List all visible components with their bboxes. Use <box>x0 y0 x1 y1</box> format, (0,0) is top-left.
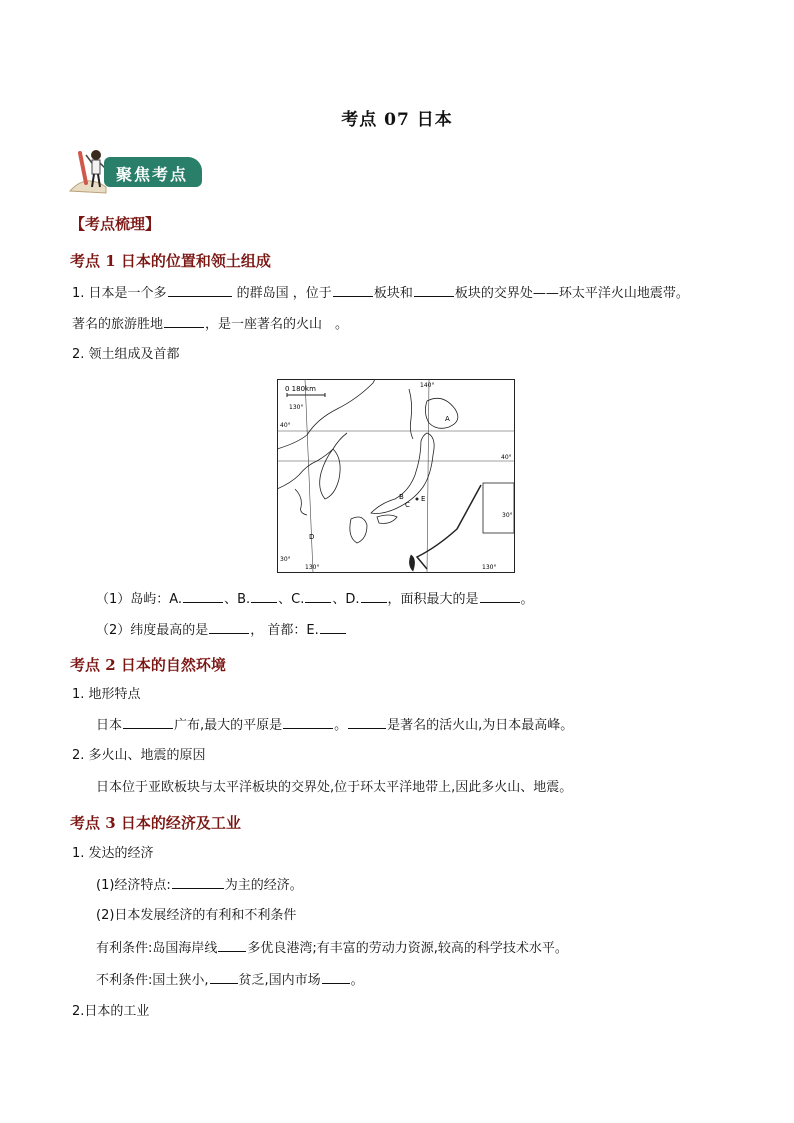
text: 板块的交界处——环太平洋火山地震带。 <box>454 286 689 301</box>
text: ，面积最大的是 <box>387 592 479 607</box>
focus-banner <box>66 143 206 195</box>
text: 不利条件:国土狭小, <box>96 973 209 988</box>
s2-line2 <box>96 716 573 735</box>
blank-field[interactable] <box>333 284 373 297</box>
text: 。 <box>350 973 364 988</box>
text: 的群岛国 ，位于 <box>232 286 332 301</box>
map-lon-label: 130° <box>289 404 304 411</box>
text: 广布,最大的平原是 <box>174 718 283 733</box>
map-label-b: B <box>399 493 404 501</box>
text: 。 <box>334 718 348 733</box>
map-lat-label: 40° <box>280 422 291 429</box>
blank-field[interactable] <box>209 621 249 634</box>
section-header: 【考点梳理】 <box>70 215 161 233</box>
banner-bar <box>104 157 202 187</box>
text: （1）岛屿：A. <box>96 592 183 607</box>
text: 。 <box>520 592 534 607</box>
blank-field[interactable] <box>210 971 238 984</box>
blank-field[interactable] <box>283 716 333 729</box>
page-title: 考点 07 日本 <box>341 110 453 130</box>
map-label-c: C <box>405 501 410 509</box>
s3-line3: (2)日本发展经济的有利和不利条件 <box>96 908 297 923</box>
map-lat-label: 30° <box>280 556 291 563</box>
map-scale-label: 0 180km <box>285 385 316 393</box>
text: 多优良港湾;有丰富的劳动力资源,较高的科学技术水平。 <box>247 941 568 956</box>
blank-field[interactable] <box>320 621 346 634</box>
blank-field[interactable] <box>480 590 520 603</box>
text: (1)经济特点: <box>96 878 171 893</box>
blank-field[interactable] <box>168 284 232 297</box>
blank-field[interactable] <box>183 590 223 603</box>
map-label-a: A <box>445 415 450 423</box>
japan-map <box>277 379 515 573</box>
s3-line6: 2.日本的工业 <box>72 1004 150 1019</box>
s2-heading: 考点 2 日本的自然环境 <box>70 656 226 674</box>
text: ， 首都：E. <box>250 623 319 638</box>
s3-line1: 1. 发达的经济 <box>72 846 154 861</box>
map-lat-label: 40° <box>501 454 512 461</box>
text: 贫乏,国内市场 <box>238 973 321 988</box>
blank-field[interactable] <box>414 284 454 297</box>
s2-line4: 日本位于亚欧板块与太平洋板块的交界处,位于环太平洋地带上,因此多火山、地震。 <box>96 780 573 795</box>
text: 板块和 <box>373 286 413 301</box>
s3-line5 <box>96 971 364 990</box>
blank-field[interactable] <box>348 716 386 729</box>
text: 日本 <box>96 718 123 733</box>
blank-field[interactable] <box>164 315 204 328</box>
map-lon-label: 140° <box>420 382 435 389</box>
text: 是著名的活火山,为日本最高峰。 <box>387 718 574 733</box>
blank-field[interactable] <box>172 876 224 889</box>
map-lon-label: 130° <box>305 564 320 571</box>
s3-heading: 考点 3 日本的经济及工业 <box>70 814 241 832</box>
text: 1. 日本是一个多 <box>72 286 167 301</box>
text: 、C. <box>278 592 305 607</box>
s1-line3: 2. 领土组成及首都 <box>72 347 180 362</box>
map-lon-label: 130° <box>482 564 497 571</box>
blank-field[interactable] <box>361 590 387 603</box>
text: 有利条件:岛国海岸线 <box>96 941 218 956</box>
blank-field[interactable] <box>322 971 350 984</box>
s2-line1: 1. 地形特点 <box>72 687 141 702</box>
s1-line1 <box>72 284 689 303</box>
blank-field[interactable] <box>251 590 277 603</box>
s1-line2 <box>72 315 348 334</box>
s1-q1 <box>96 590 534 609</box>
map-lat-label: 30° <box>502 512 513 519</box>
text: 为主的经济。 <box>224 878 303 893</box>
s1-heading: 考点 1 日本的位置和领土组成 <box>70 252 271 270</box>
text: 、B. <box>224 592 251 607</box>
s3-line2 <box>96 876 303 895</box>
map-label-d: D <box>309 533 315 541</box>
text: ，是一座著名的火山 。 <box>205 317 349 332</box>
s3-line4 <box>96 939 568 958</box>
banner-label: 聚焦考点 <box>116 165 189 184</box>
s2-line3: 2. 多火山、地震的原因 <box>72 748 206 763</box>
blank-field[interactable] <box>218 939 246 952</box>
text: 著名的旅游胜地 <box>72 317 164 332</box>
map-label-e: E <box>421 495 426 503</box>
s1-q2 <box>96 621 347 640</box>
blank-field[interactable] <box>123 716 173 729</box>
blank-field[interactable] <box>305 590 331 603</box>
text: 、D. <box>332 592 360 607</box>
text: （2）纬度最高的是 <box>96 623 209 638</box>
